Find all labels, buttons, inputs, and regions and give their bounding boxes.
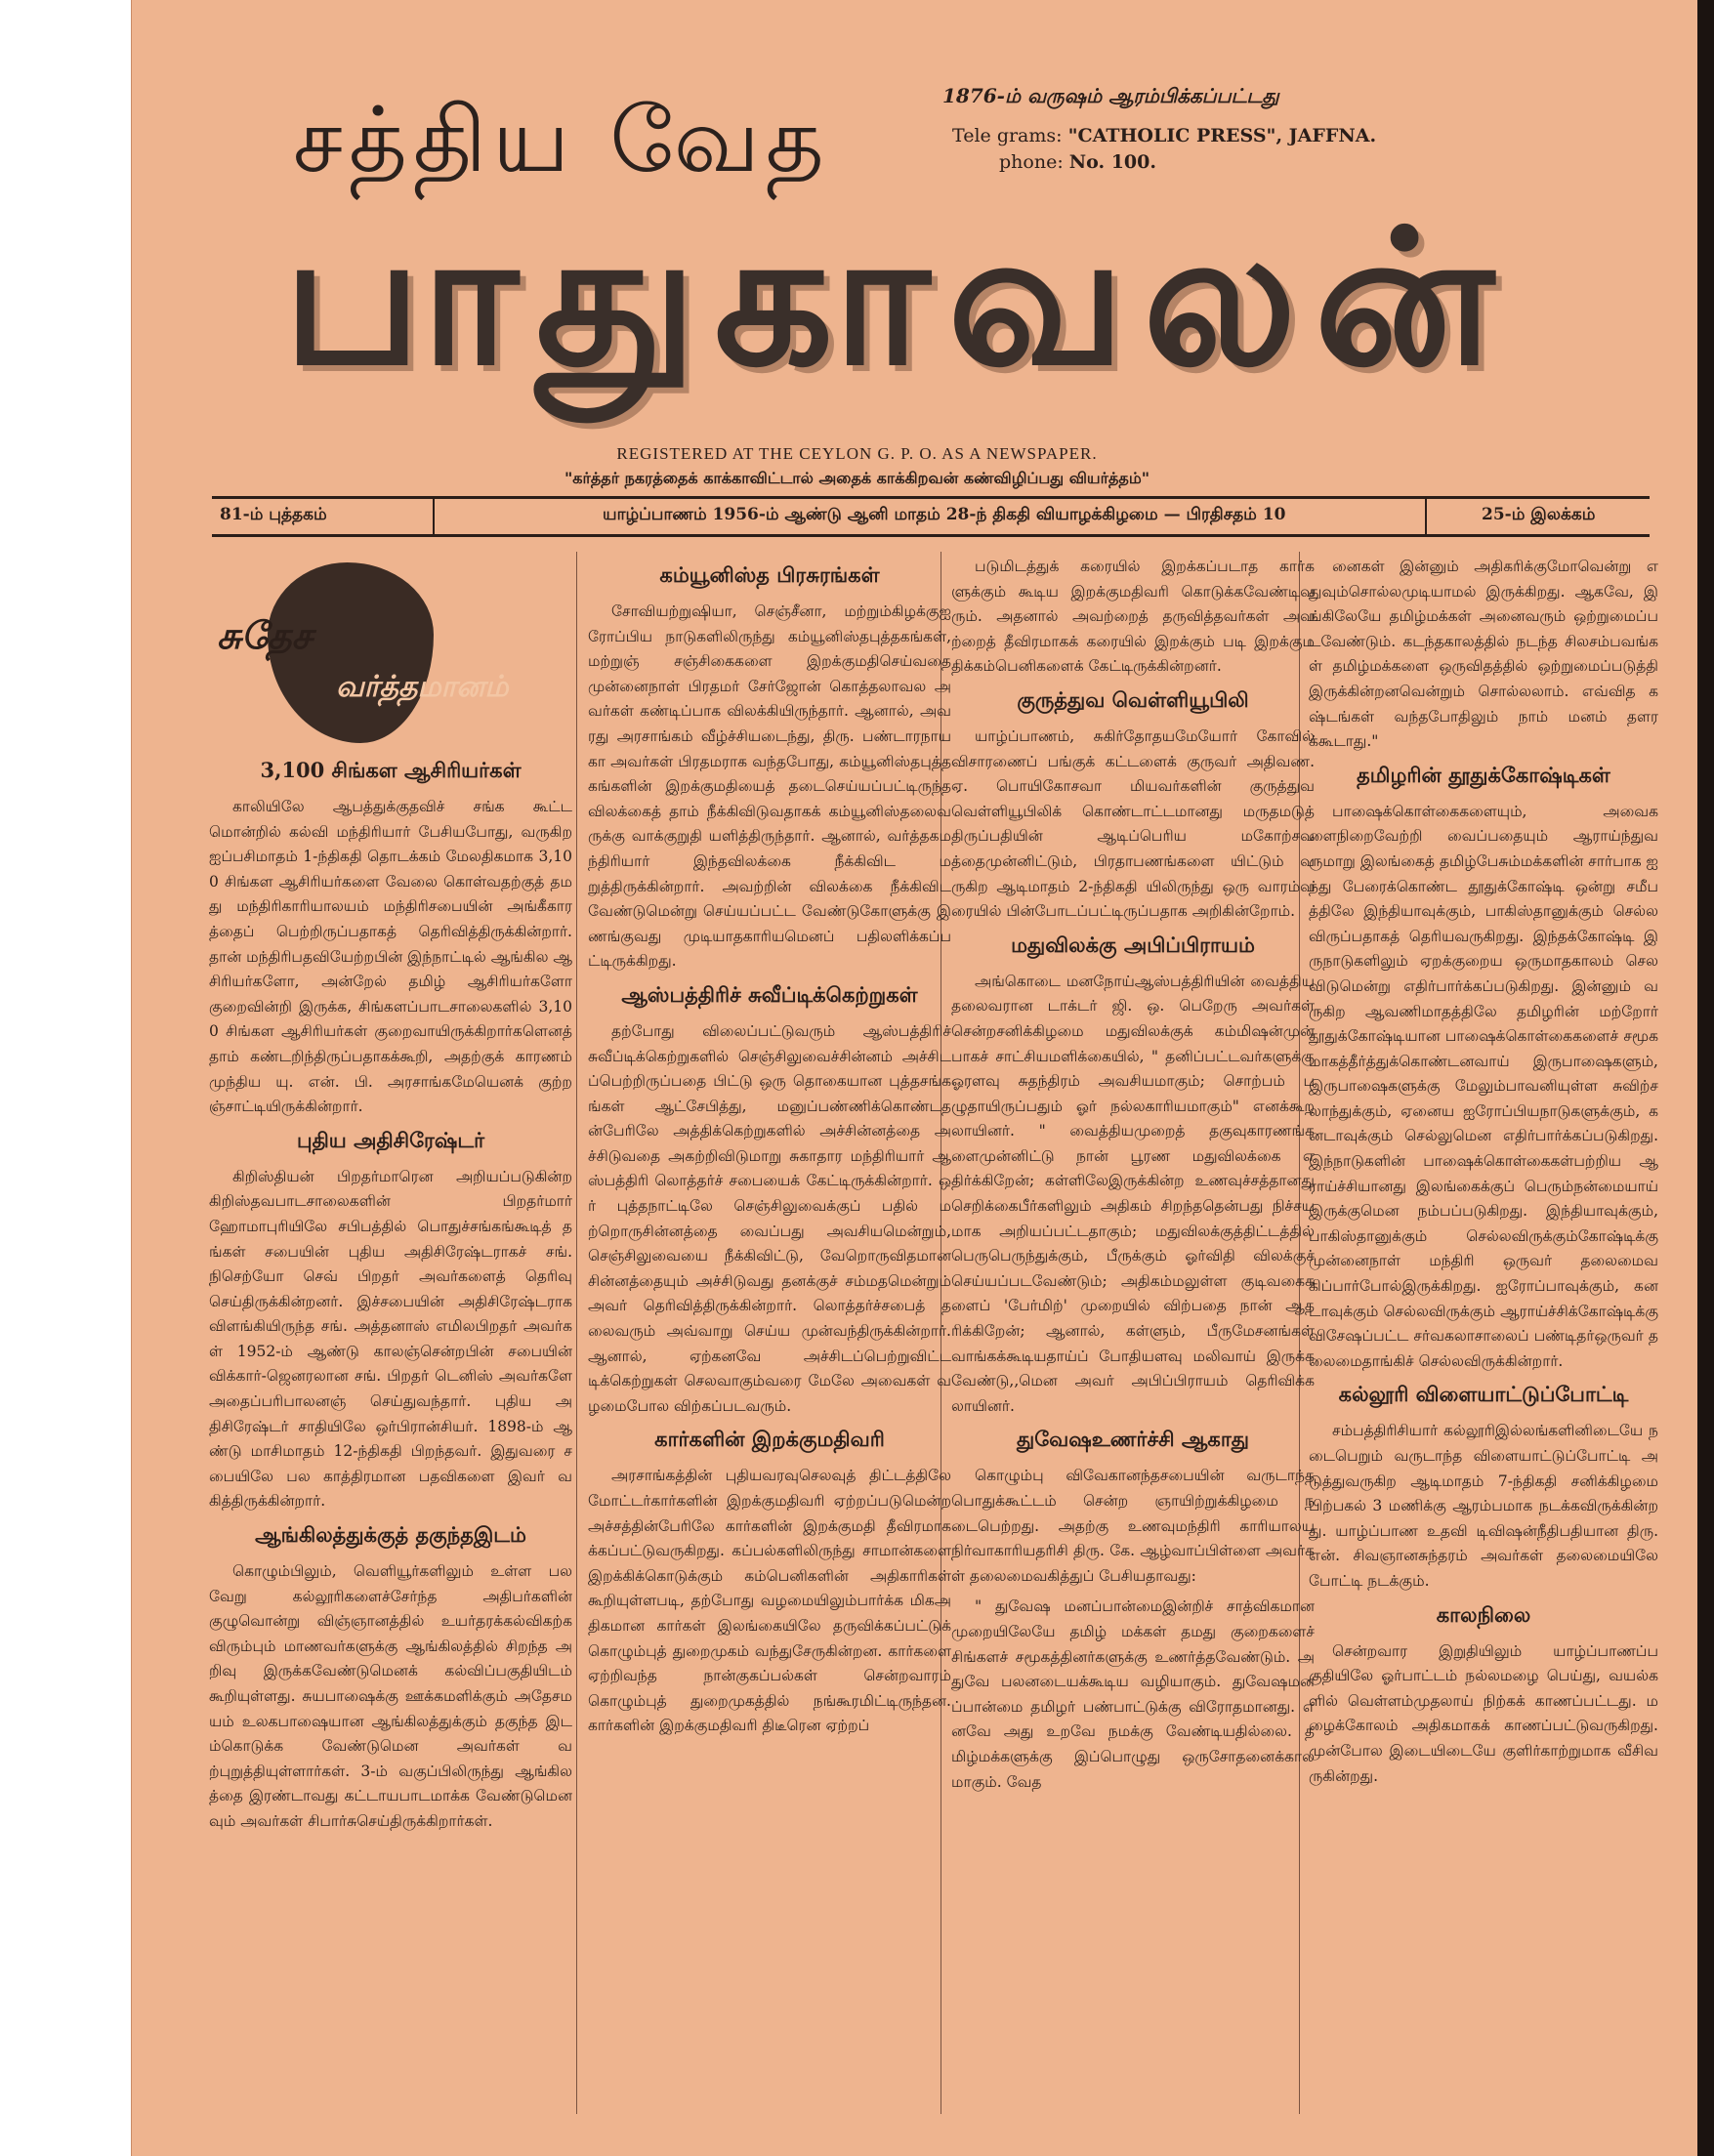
scan-edge — [1697, 0, 1714, 2156]
motto-line: "கர்த்தர் நகரத்தைக் காக்காவிட்டால் அதைக் காக்கிறவன் கண்விழிப்பது வியர்த்தம்" — [564, 469, 1150, 487]
article-heading: தமிழரின் தூதுக்கோஷ்டிகள் — [1357, 762, 1610, 787]
article-paragraph: சோவியற்றுஷியா, செஞ்சீனா, மற்றும்கிழக்குஐரோப்பிய நாடுகளிலிருந்து கம்யூனிஸ்தபுத்தகங்கள், மற்றுஞ் சஞ்சிகைகளை இறக்குமதிசெய்வதை முன்னைநாள் பிரதமர் சேர்ஜோன் கொத்தலாவல அவர்கள் கண்டிப்பாக விலக்கியிருந்தார். ஆனால், அவரது அரசாங்கம் வீழ்ச்சியடைந்து, திரு. பண்டாரநாயகா அவர்கள் பிரதமராக வந்தபோது, கம்யூனிஸ்தபுத்தகங்களின் இறக்குமதியைத் தடைசெய்யப்பட்டிருந்தவிலக்கைத் தாம் நீக்கிவிடுவதாகக் கம்யூனிஸ்தலைவருக்கு வாக்குறுதி யளித்திருந்தார். ஆனால், வர்த்தகமந்திரியார் இந்தவிலக்கை நீக்கிவிட மறுத்திருக்கின்றார். அவற்றின் விலக்கை நீக்கிவிடவேண்டுமென்று செய்யப்பட்ட வேண்டுகோளுக்கு இணங்குவது முடியாதகாரியமெனப் பதிலளிக்கப்பட்டிருக்கிறது. — [588, 602, 951, 971]
masthead-title-main: பாதுகாவலன் — [283, 190, 1513, 406]
dateline-divider — [433, 499, 435, 534]
dateline-divider — [1425, 499, 1427, 534]
article-paragraph: சென்றவார இறுதியிலும் யாழ்ப்பாணப்பகுதியிலே ஓர்பாட்டம் நல்லமழை பெய்து, வயல்களில் வெள்ளம்முதலாய் நிற்கக் காணப்பட்டது. மழைக்கோலம் அதிகமாகக் காணப்பட்டுவருகிறது. முன்போல இடையிடையே குளிர்காற்றுமாக வீசிவருகின்றது. — [1309, 1641, 1658, 1785]
article-paragraph: கிறிஸ்தியன் பிறதர்மாரென அறியப்படுகின்ற கிறிஸ்தவபாடசாலைகளின் பிறதர்மார் ஹோமாபுரியிலே சபிபத்தில் பொதுச்சங்கங்கூடித் தங்கள் சபையின் புதிய அதிசிரேஷ்டராகச் சங். நிசெற்யோ செவ் பிறதர் அவர்களைத் தெரிவு செய்திருக்கின்றனர். இச்சபையின் அதிசிரேஷ்டராக விளங்கியிருந்த சங். அத்தனாஸ் எமிலபிறதர் அவர்கள் 1952-ம் ஆண்டு காலஞ்சென்றபின் சபையின் விக்கார்-ஜெனரலான சங். பிறதர் டெனிஸ் அவர்களே அதைப்பரிபாலனஞ் செய்துவந்தார். புதிய அதிசிரேஷ்டர் சாதியிலே ஒர்பிரான்சியர். 1898-ம் ஆண்டு மாசிமாதம் 12-ந்திகதி பிறந்தவர். இதுவரை சபையிலே பல காத்திரமான பதவிகளை இவர் வகித்திருக்கின்றார். — [209, 1167, 572, 1511]
article-heading: மதுவிலக்கு அபிப்பிராயம் — [1011, 932, 1255, 957]
article-paragraph: கொழும்பு விவேகானந்தசபையின் வருடாந்த பொதுக்கூட்டம் சென்ற ஞாயிற்றுக்கிழமை நடைபெற்றது. அதற்கு உணவுமந்திரி காரியாலய நிர்வாகாரியதரிசி திரு. கே. ஆழ்வாப்பிள்ளை அவர்கள் தலைமைவகித்துப் பேசியதாவது: — [951, 1467, 1315, 1585]
article-heading: காலநிலை — [1436, 1601, 1531, 1627]
column-articles — [951, 555, 1315, 1795]
column-1 — [209, 555, 572, 1841]
article-heading: துவேஷஉணர்ச்சி ஆகாது — [1016, 1427, 1250, 1452]
column-2 — [588, 555, 951, 1745]
registration-line: REGISTERED AT THE CEYLON G. P. O. AS A NEWSPAPER. — [616, 444, 1098, 463]
tele-prefix: Tele — [952, 125, 991, 146]
article-paragraph: னைகள் இன்னும் அதிகரிக்குமோவென்று எதுவும்சொல்லமுடியாமல் இருக்கிறது. ஆகவே, இங்கிலேயே தமிழ்மக்கள் அனைவரும் ஒற்றுமைப்படவேண்டும். கடந்தகாலத்தில் நடந்த சிலசம்பவங்கள் தமிழ்மக்களை ஒருவிதத்தில் ஒற்றுமைப்படுத்தி இருக்கின்றனவென்றும் சொல்லலாம். எவ்வித கஷ்டங்கள் வந்தபோதிலும் நாம் மனம் தளரக்கூடாது." — [1309, 558, 1658, 751]
column-articles — [209, 758, 572, 1835]
telegrams-value: "CATHOLIC PRESS", JAFFNA. — [1067, 125, 1377, 146]
emblem-word-2: வர்த்தமானம் — [336, 670, 509, 704]
article-heading: கார்களின் இறக்குமதிவரி — [654, 1427, 885, 1452]
article-heading: ஆஸ்பத்திரிச் சுவீப்டிக்கெற்றுகள் — [621, 981, 918, 1007]
issue-number: 25-ம் இலக்கம் — [1482, 505, 1596, 524]
telegrams-label: grams: — [996, 125, 1063, 146]
column-3 — [951, 555, 1315, 1801]
article-paragraph: சம்பத்திரிசியார் கல்லூரிஇல்லங்களினிடையே நடைபெறும் வருடாந்த விளையாட்டுப்போட்டி அடுத்துவருகிற ஆடிமாதம் 7-ந்திகதி சனிக்கிழமை பிற்பகல் 3 மணிக்கு ஆரம்பமாக நடக்கவிருக்கின்றது. யாழ்ப்பாண உதவி டிவிஷன்நீதிபதியான திரு. என். சிவஞானசுந்தரம் அவர்கள் தலைமையிலே போட்டி நடக்கும். — [1309, 1422, 1658, 1590]
article-paragraph: பாஷைக்கொள்கைகளையும், அவைகளைநிறைவேற்றி வைப்பதையும் ஆராய்ந்துவருமாறு இலங்கைத் தமிழ்பேசும்மக்களின் சார்பாக ஐந்து பேரைக்கொண்ட தூதுக்கோஷ்டி ஒன்று சமீபத்திலே இந்தியாவுக்கும், பாகிஸ்தானுக்கும் செல்லவிருப்பதாகத் தெரியவருகிறது. இந்தக்கோஷ்டி இருநாடுகளிலும் ஏறக்குறைய ஒருமாதகாலம் செலவிடுமென்று எதிர்பார்க்கப்படுகிறது. இன்னும் வருகிற ஆவணிமாதத்திலே தமிழரின் மற்றோர் தூதுக்கோஷ்டியான பாஷைக்கொள்கைகளைச் சமூகமாகத்தீர்த்துக்கொண்டனவாய் இருபாஷைகளும், இருபாஷைகளுக்கு மேலும்பாவனியுள்ள சுவிற்சலாந்துக்கும், ஏனைய ஐரோப்பியநாடுகளுக்கும், கனடாவுக்கும் செல்லுமென எதிர்பார்க்கப்படுகிறது. இந்நாடுகளின் பாஷைக்கொள்கைகள்பற்றிய ஆராய்ச்சியானது இலங்கைக்குப் பெரும்நன்மையாய் இருக்குமென நம்பப்படுகிறது. இந்தியாவுக்கும், பாகிஸ்தானுக்கும் செல்லவிருக்கும்கோஷ்டிக்கு முன்னைநாள் மந்திரி ஒருவர் தலைமைவகிப்பார்போல்இருக்கிறது. ஐரோப்பாவுக்கும், கனடாவுக்கும் செல்லவிருக்கும் ஆராய்ச்சிக்கோஷ்டிக்கு விசேஷப்பட்ட சர்வகலாசாலைப் பண்டிதர்ஒருவர் தலைமைதாங்கிச் செல்லவிருக்கின்றார். — [1309, 802, 1658, 1370]
column-articles — [1309, 555, 1658, 1789]
article-heading: கல்லூரி விளையாட்டுப்போட்டி — [1338, 1382, 1629, 1407]
column-rule — [576, 552, 577, 2114]
masthead-title-top: சத்திய வேத — [293, 88, 830, 192]
article-heading: கம்யூனிஸ்த பிரசுரங்கள் — [659, 562, 880, 587]
article-paragraph: அரசாங்கத்தின் புதியவரவுசெலவுத் திட்டத்திலே மோட்டர்கார்களின் இறக்குமதிவரி ஏற்றப்படுமென்ற அச்சத்தின்பேரிலே கார்களின் இறக்குமதி தீவிரமாகக்கப்பட்டுவருகிறது. கப்பல்களிலிருந்து சாமான்களை இறக்கிக்கொடுக்கும் கம்பெனிகளின் அதிகாரிகள் கூறியுள்ளபடி, தற்போது வழமையிலும்பார்க்க மிகஅதிகமான கார்கள் இலங்கையிலே தருவிக்கப்பட்டுக் கொழும்புத் துறைமுகம் வந்துசேருகின்றன. கார்களை ஏற்றிவந்த நான்குகப்பல்கள் சென்றவாரம் கொழும்புத் துறைமுகத்தில் நங்கூரமிட்டிருந்தன. கார்களின் இறக்குமதிவரி திடீரென ஏற்றப் — [588, 1467, 951, 1735]
phone-value: No. 100. — [1068, 151, 1156, 173]
telegram-block — [952, 123, 1376, 176]
article-paragraph: யாழ்ப்பாணம், சுகிர்தோதயமேயோர் கோவில் விசாரணைப் பங்குக் கட்டளைக் குருவர் அதிவண. ஏ. பொயிகோசவா மியவர்களின் குருத்துவ வெள்ளியூபிலிக் கொண்டாட்டமானது மருதமடுத் திருப்பதியின் ஆடிப்பெரிய மகோற்சவத்தைமுன்னிட்டும், பிரதாபணங்களை யிட்டும் வருகிற ஆடிமாதம் 2-ந்திகதி யிலிருந்து ஒரு வாரம்வரையில் பின்போடப்பட்டிருப்பதாக அறிகின்றோம். — [951, 726, 1315, 921]
article-paragraph: அங்கொடை மனநோய்ஆஸ்பத்திரியின் வைத்தியதலைவரான டாக்டர் ஜி. ஒ. பெறேரு அவர்கள் சென்றசனிக்கிழமை மதுவிலக்குக் கம்மிஷன்முன் பாகச் சாட்சியமளிக்கையில், " தனிப்பட்டவர்களுக்கு ஓரளவு சுதந்திரம் அவசியமாகும்; சொற்பம் பழுதாயிருப்பதும் ஓர் நல்லகாரியமாகும்" எனக்கூறலாயினர். " வைத்தியமுறைத் தகுவுகாரணங்களைமுன்னிட்டு நான் பூரண மதுவிலக்கை எதிர்க்கிறேன்; கள்ளிலேஇருக்கின்ற உணவுச்சத்தானது செறிக்கைபீர்களிலும் அதிகம் சிறந்ததென்பது நிச்சயமாக அறியப்பட்டதாகும்; மதுவிலக்குத்திட்டத்தில் பெருபெருந்துக்கும், பீருக்கும் ஓர்விதி விலக்குச் செய்யப்படவேண்டும்; அதிகம்மலுள்ள குடிவகைகளைப் 'பேர்மிற்' முறையில் விற்பதை நான் ஆதரிக்கிறேன்; ஆனால், கள்ளும், பீருமேசனங்கள் வாங்கக்கூடியதாய்ப் போதியளவு மலிவாய் இருக்கவேண்டு,,மென அவர் அபிப்பிராயம் தெரிவிக்கலாயினர். — [951, 972, 1315, 1415]
article-heading: குருத்துவ வெள்ளியூபிலி — [1017, 686, 1249, 712]
article-paragraph: தற்போது விலைப்பட்டுவரும் ஆஸ்பத்திரிச் சுவீப்டிக்கெற்றுகளில் செஞ்சிலுவைச்சின்னம் அச்சிடப்பெற்றிருப்பதை பிட்டு ஒரு தொகையான புத்தசங்கங்கள் ஆட்சேபித்து, மனுப்பண்ணிக்கொண்டதன்பேரிலே அத்திக்கெற்றுகளில் அச்சின்னத்தை அச்சிடுவதை அகற்றிவிடுமாறு சுகாதார மந்திரியார் ஆஸ்பத்திரி லொத்தர்ச் சபையைக் கேட்டிருக்கின்றார். ஒர் புத்தநாட்டிலே செஞ்சிலுவைக்குப் பதில் மற்றொருசின்னத்தை வைப்பது அவசியமென்றும், செஞ்சிலுவையை நீக்கிவிட்டு, வேறொருவிதமான சின்னத்தையும் அச்சிடுவது தனக்குச் சம்மதமென்றும் அவர் தெரிவித்திருக்கின்றார். லொத்தர்ச்சபைத் தலைவரும் அவ்வாறு செய்ய முன்வந்திருக்கின்றார். ஆனால், ஏற்கனவே அச்சிடப்பெற்றுவிட்ட டிக்கெற்றுகள் செலவாகும்வரை மேலே அவைகள் வழமைபோல விற்கப்படவரும். — [588, 1021, 951, 1415]
article-paragraph: காலியிலே ஆபத்துக்குதவிச் சங்க கூட்டமொன்றில் கல்வி மந்திரியார் பேசியபோது, வருகிற ஐப்பசிமாதம் 1-ந்திகதி தொடக்கம் மேலதிகமாக 3,100 சிங்கள ஆசிரியர்களை வேலை கொள்வதற்குத் தமது மந்திரிகாரியாலயம் மந்திரிசபையின் அங்கீகாரத்தைப் பெற்றிருப்பதாகத் தெரிவித்திருக்கின்றார். தான் மந்திரிபதவியேற்றபின் இந்நாட்டில் ஆங்கில ஆசிரியர்களோ, அன்றேல் தமிழ் ஆசிரியர்களோ குறைவின்றி இருக்க, சிங்களப்பாடசாலைகளில் 3,100 சிங்கள ஆசிரியர்கள் குறைவாயிருக்கிறார்களெனத் தாம் கண்டறிந்திருப்பதாகக்கூறி, அதற்குக் காரணம் முந்திய யு. என். பி. அரசாங்கமேயெனக் குற்றஞ்சாட்டியிருக்கின்றார். — [209, 798, 572, 1116]
phone-label: phone: — [999, 151, 1064, 173]
issue-date: யாழ்ப்பாணம் 1956-ம் ஆண்டு ஆனி மாதம் 28-ந் திகதி வியாழக்கிழமை — பிரதிசதம் 10 — [603, 505, 1286, 524]
column-articles — [588, 562, 951, 1739]
article-paragraph: படுமிடத்துக் கரையில் இறக்கப்படாத கார்களுக்கும் கூடிய இறக்குமதிவரி கொடுக்கவேண்டிவரும். அதனால் அவற்றைத் தருவித்தவர்கள் அவற்றைத் தீவிரமாகக் கரையில் இறக்கும் படி இறக்குமதிக்கம்பெனிகளைக் கேட்டிருக்கின்றனர். — [951, 558, 1315, 676]
article-paragraph: கொழும்பிலும், வெளியூர்களிலும் உள்ள பலவேறு கல்லூரிகளைச்சேர்ந்த அதிபர்களின் குழுவொன்று விஞ்ஞானத்தில் உயர்தரக்கல்விகற்க விரும்பும் மாணவர்களுக்கு ஆங்கிலத்தில் சிறந்த அறிவு இருக்கவேண்டுமெனக் கல்விப்பகுதியிடம் கூறியுள்ளது. சுயபாஷைக்கு ஊக்கமளிக்கும் அதேசமயம் உலகபாஷையான ஆங்கிலத்துக்கும் தகுந்த இடம்கொடுக்க வேண்டுமென அவர்கள் வற்புறுத்தியுள்ளார்கள். 3-ம் வகுப்பிலிருந்து ஆங்கிலத்தை இரண்டாவது கட்டாயபாடமாக்க வேண்டுமெனவும் அவர்கள் சிபார்சுசெய்திருக்கிறார்கள். — [209, 1562, 572, 1830]
dateline-bar — [212, 496, 1650, 537]
article-heading: புதிய அதிசிரேஷ்டர் — [296, 1127, 485, 1152]
volume-number: 81-ம் புத்தகம் — [220, 505, 327, 524]
article-heading: ஆங்கிலத்துக்குத் தகுந்தஇடம் — [255, 1522, 526, 1548]
column-4 — [1309, 555, 1658, 1795]
emblem-word-1: சுதேச — [217, 613, 313, 657]
established-line: 1876-ம் வருஷம் ஆரம்பிக்கப்பட்டது — [942, 84, 1279, 107]
article-paragraph: " துவேஷ மனப்பான்மைஇன்றிச் சாத்விகமான முறையிலேயே தமிழ் மக்கள் தமது குறைகளைச் சிங்களச் சமூகத்தினர்களுக்கு உணர்த்தவேண்டும். அதுவே பலனடையக்கூடிய வழியாகும். துவேஷமனப்பான்மை தமிழர் பண்பாட்டுக்கு விரோதமானது. எனவே அது உறவே நமக்கு வேண்டியதில்லை. தமிழ்மக்களுக்கு இப்பொழுது ஒருசோதனைக்காலமாகும். வேத — [951, 1597, 1315, 1791]
article-heading: 3,100 சிங்கள ஆசிரியர்கள் — [260, 758, 522, 782]
section-emblem — [209, 555, 572, 750]
